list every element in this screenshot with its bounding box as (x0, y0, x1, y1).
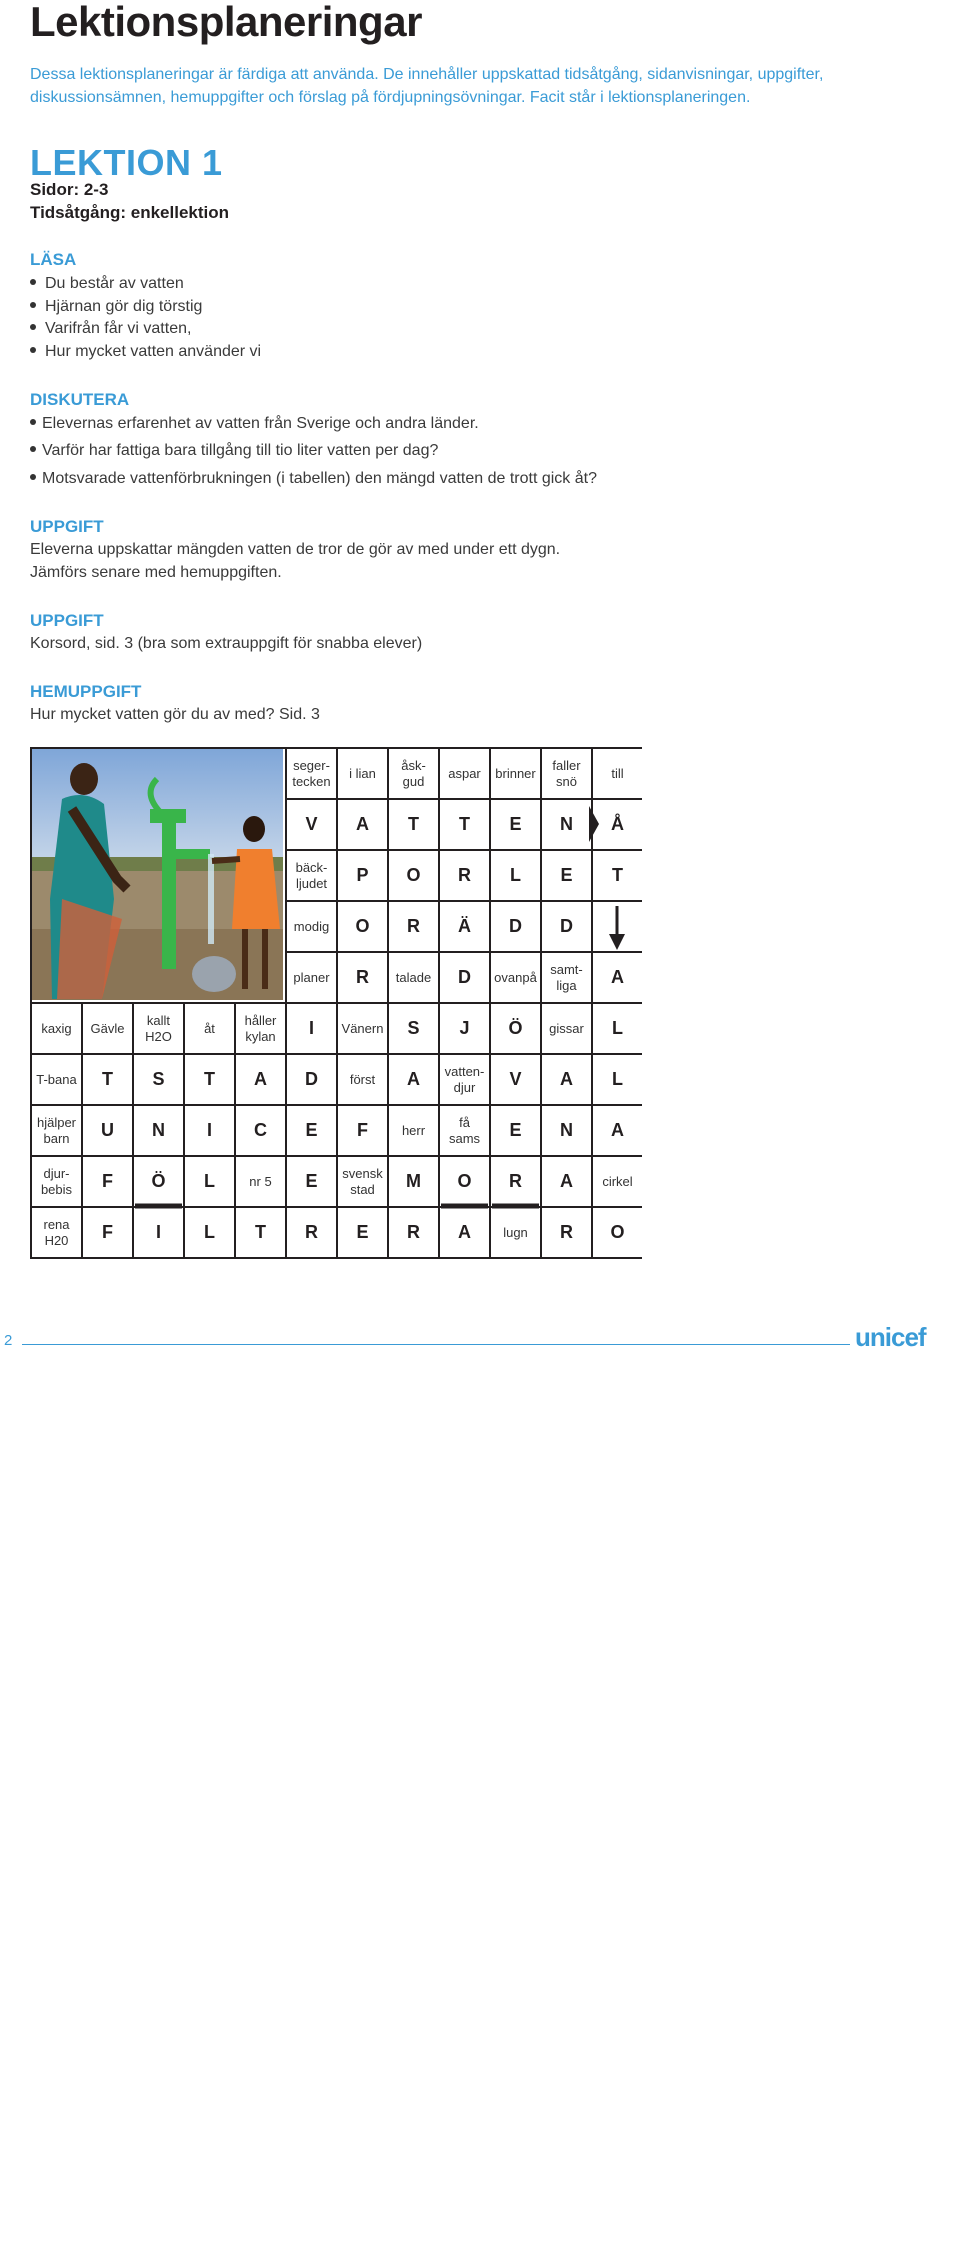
crossword-letter: S (152, 1069, 165, 1089)
crossword-letter: Ö (151, 1171, 166, 1191)
crossword-letter: V (305, 814, 318, 834)
crossword-letter: Å (611, 814, 624, 834)
discuss-item: Motsvarade vattenförbrukningen (i tabellen) den mängd vatten de trott gick åt? (30, 470, 597, 488)
crossword-clue: Gävle (90, 1020, 125, 1036)
crossword-letter: R (407, 916, 420, 936)
discuss-heading: DISKUTERA (30, 390, 130, 409)
task-heading: UPPGIFT (30, 611, 104, 630)
crossword-letter: R (560, 1222, 573, 1242)
crossword-letter: R (509, 1171, 522, 1191)
crossword-letter: T (255, 1222, 266, 1242)
crossword-clue: djur- bebis (40, 1165, 73, 1197)
crossword-letter: T (408, 814, 419, 834)
crossword-letter: L (612, 1018, 623, 1038)
lesson-heading: LEKTION 1 (30, 142, 223, 183)
crossword-letter: Ä (458, 916, 471, 936)
crossword-letter: O (610, 1222, 625, 1242)
crossword-letter: R (458, 865, 471, 885)
crossword-clue: modig (293, 918, 330, 934)
crossword-letter: J (459, 1018, 470, 1038)
task-text: Eleverna uppskattar mängden vatten de tror de gör av med under ett dygn. (30, 541, 561, 558)
crossword-clue: planer (293, 969, 330, 985)
crossword-letter: N (560, 1120, 573, 1140)
crossword-letter: A (356, 814, 369, 834)
homework-text: Hur mycket vatten gör du av med? Sid. 3 (30, 706, 320, 723)
crossword-letter: F (102, 1171, 113, 1191)
crossword-letter: F (357, 1120, 368, 1140)
crossword-letter: E (356, 1222, 369, 1242)
crossword-clue: faller snö (552, 757, 581, 789)
crossword-clue: bäck- ljudet (295, 859, 328, 891)
crossword-letter: E (305, 1120, 318, 1140)
crossword-clue: kaxig (41, 1020, 72, 1036)
crossword-clue: åt (204, 1020, 215, 1036)
crossword-letter: L (510, 865, 521, 885)
crossword-letter: C (254, 1120, 267, 1140)
crossword-letter: T (204, 1069, 215, 1089)
crossword-clue: kallt H2O (145, 1012, 172, 1044)
crossword-letter: N (560, 814, 573, 834)
crossword-letter: R (356, 967, 369, 987)
task-heading: UPPGIFT (30, 517, 104, 536)
crossword-letter: A (407, 1069, 420, 1089)
crossword-letter: T (459, 814, 470, 834)
crossword-letter: A (611, 1120, 624, 1140)
crossword-clue: gissar (549, 1020, 584, 1036)
crossword-clue: Vänern (341, 1020, 384, 1036)
crossword-clue: hjälper barn (36, 1114, 77, 1146)
crossword-clue: seger- tecken (292, 757, 331, 789)
crossword-letter: I (308, 1018, 314, 1038)
time-line: Tidsåtgång: enkellektion (30, 203, 230, 222)
crossword-clue: först (349, 1071, 376, 1087)
crossword-letter: Ö (508, 1018, 523, 1038)
crossword-clue: i lian (349, 765, 376, 781)
crossword-clue: samt- liga (550, 961, 583, 993)
read-item: Hjärnan gör dig törstig (30, 298, 202, 316)
crossword-letter: D (458, 967, 471, 987)
read-item: Varifrån får vi vatten, (30, 320, 191, 338)
discuss-item: Varför har fattiga bara tillgång till tio liter vatten per dag? (30, 442, 438, 460)
homework-heading: HEMUPPGIFT (30, 682, 142, 701)
crossword-clue: lugn (503, 1224, 528, 1240)
read-item: Du består av vatten (30, 275, 184, 293)
crossword-clue: cirkel (602, 1173, 633, 1189)
crossword-letter: R (407, 1222, 420, 1242)
crossword-clue: få sams (448, 1114, 481, 1146)
footer-rule (22, 1344, 850, 1345)
crossword-clue: nr 5 (249, 1173, 272, 1189)
crossword-letter: F (102, 1222, 113, 1242)
crossword-clue: talade (395, 969, 432, 985)
pages-line: Sidor: 2-3 (30, 180, 109, 199)
crossword-clue: brinner (495, 765, 536, 781)
crossword-clue: rena H20 (43, 1216, 70, 1248)
crossword-letter: M (406, 1171, 421, 1191)
crossword-letter: L (204, 1222, 215, 1242)
crossword-clue: åsk- gud (401, 757, 426, 789)
crossword-letter: E (509, 1120, 522, 1140)
crossword-clue: svensk stad (342, 1165, 383, 1197)
crossword-clue: till (611, 765, 624, 781)
crossword-letter: N (152, 1120, 165, 1140)
crossword-letter: V (509, 1069, 522, 1089)
crossword-letter: A (560, 1171, 573, 1191)
crossword-letter: E (560, 865, 573, 885)
crossword-letter: S (407, 1018, 420, 1038)
crossword-letter: D (560, 916, 573, 936)
page-number: 2 (4, 1332, 13, 1349)
crossword-clue (592, 901, 643, 952)
crossword-clue: ovanpå (494, 969, 537, 985)
unicef-logo: unicef (855, 1322, 926, 1352)
intro-text: Dessa lektionsplaneringar är färdiga att använda. De innehåller uppskattad tidsåtgång, sidanvisningar, uppgifter, diskussionsämnen, hemuppgifter och förslag på fördjupningsövningar. Facit står i lektionsplaneringen. (30, 66, 824, 106)
crossword-letter: E (509, 814, 522, 834)
task-text: Jämförs senare med hemuppgiften. (30, 564, 282, 581)
crossword-letter: A (254, 1069, 267, 1089)
task-text: Korsord, sid. 3 (bra som extrauppgift för snabba elever) (30, 635, 423, 652)
crossword-letter: L (612, 1069, 623, 1089)
crossword-letter: D (305, 1069, 318, 1089)
crossword-letter: O (457, 1171, 472, 1191)
crossword-letter: I (155, 1222, 161, 1242)
crossword-letter: E (305, 1171, 318, 1191)
crossword-letter: U (101, 1120, 114, 1140)
crossword-letter: L (204, 1171, 215, 1191)
crossword-clue: aspar (448, 765, 481, 781)
crossword-letter: A (611, 967, 624, 987)
crossword-clue: herr (401, 1122, 426, 1138)
crossword-letter: O (355, 916, 370, 936)
crossword-clue: T-bana (36, 1071, 77, 1087)
crossword-clue: vatten- djur (444, 1063, 485, 1095)
crossword-letter: I (206, 1120, 212, 1140)
crossword-letter: R (305, 1222, 318, 1242)
discuss-item: Elevernas erfarenhet av vatten från Sverige och andra länder. (30, 415, 479, 433)
crossword-letter: T (102, 1069, 113, 1089)
crossword-clue: håller kylan (244, 1012, 277, 1044)
read-heading: LÄSA (30, 250, 77, 269)
crossword-letter: O (406, 865, 421, 885)
read-item: Hur mycket vatten använder vi (30, 343, 261, 361)
crossword-letter: A (560, 1069, 573, 1089)
crossword-letter: T (612, 865, 623, 885)
crossword-letter: A (458, 1222, 471, 1242)
crossword-letter: D (509, 916, 522, 936)
crossword-letter: P (356, 865, 369, 885)
page-title: Lektionsplaneringar (30, 0, 422, 45)
